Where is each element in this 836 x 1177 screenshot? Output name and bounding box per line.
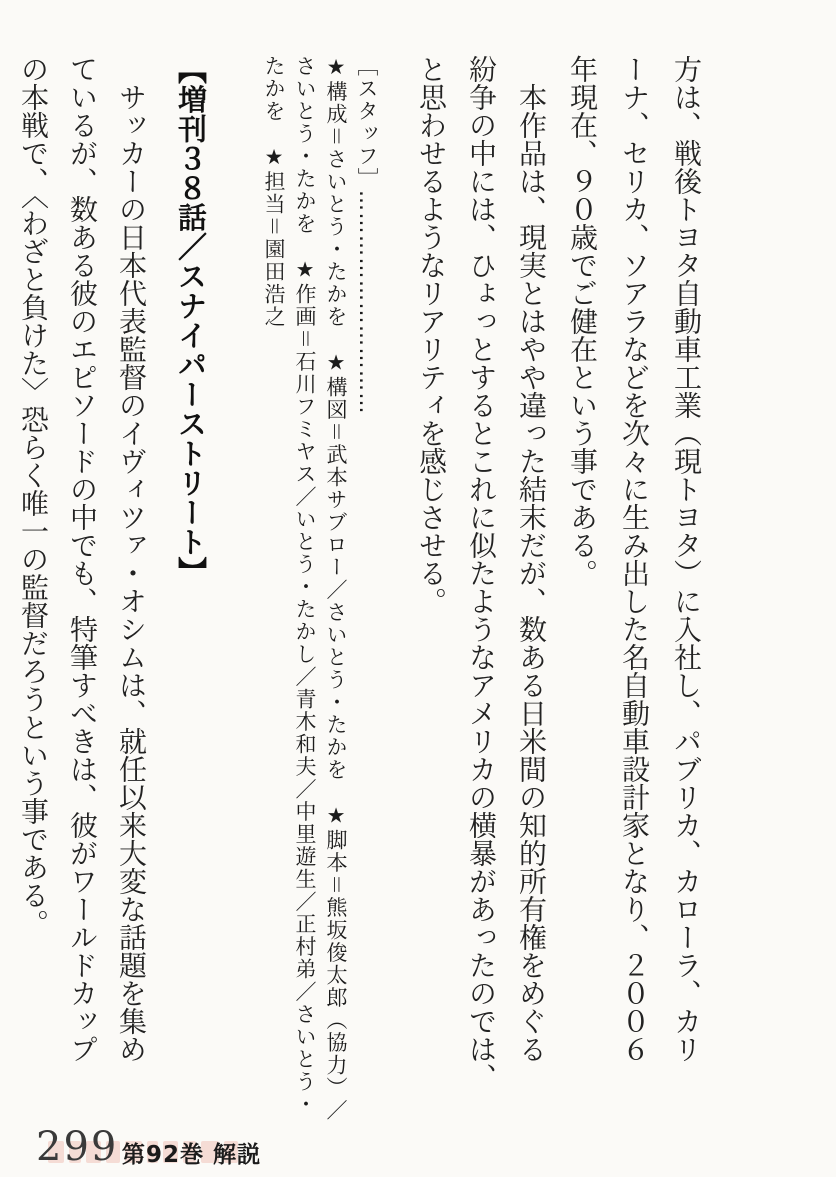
vertical-text-area bbox=[9, 55, 712, 1140]
text-column: たかを ★担当＝園田浩之 bbox=[262, 55, 286, 328]
paragraph-1 bbox=[556, 55, 712, 1140]
text-column: ているが、数ある彼のエピソードの中でも、特筆すべきは、彼がワールドカップ bbox=[66, 55, 99, 1063]
staff-heading-column: ［スタッフ］………………………… bbox=[355, 55, 379, 415]
volume-label: 第92巻 解説 bbox=[122, 1142, 262, 1168]
episode-title: 【増刊３８話／スナイパーストリート】 bbox=[174, 55, 208, 586]
text-column: 方は、戦後トヨタ自動車工業（現トヨタ）に入社し、パブリカ、カローラ、カリ bbox=[670, 55, 703, 1063]
text-column: ★構成＝さいとう・たかを ★構図＝武本サブロー／さいとう・たかを ★脚本＝熊坂俊太郎（協力）／ bbox=[324, 55, 348, 1122]
text-column: サッカーの日本代表監督のイヴィツァ・オシムは、就任以来大変な話題を集め bbox=[115, 83, 148, 1063]
text-column: と思わせるようなリアリティを感じさせる。 bbox=[415, 55, 448, 615]
paragraph-3 bbox=[9, 55, 156, 1140]
text-column: ーナ、セリカ、ソアラなどを次々に生み出した名自動車設計家となり、２００６ bbox=[618, 55, 651, 1063]
text-column: 本作品は、現実とはやや違った結末だが、数ある日米間の知的所有権をめぐる bbox=[515, 83, 548, 1063]
text-column: の本戦で、〈わざと負けた〉恐らく唯一の監督だろうという事である。 bbox=[17, 55, 50, 937]
staff-credits-block bbox=[258, 55, 382, 1140]
text-column: 年現在、９０歳でご健在という事である。 bbox=[566, 55, 599, 587]
text-column: 紛争の中には、ひょっとするとこれに似たようなアメリカの横暴があったのでは、 bbox=[465, 55, 498, 1091]
text-column: さいとう・たかを ★作画＝石川フミヤス／いとう・たかし／青木和夫／中里遊生／正村弟／さいとう・ bbox=[293, 55, 317, 1116]
page-number: 299 bbox=[36, 1124, 119, 1170]
paragraph-2 bbox=[406, 55, 556, 1140]
